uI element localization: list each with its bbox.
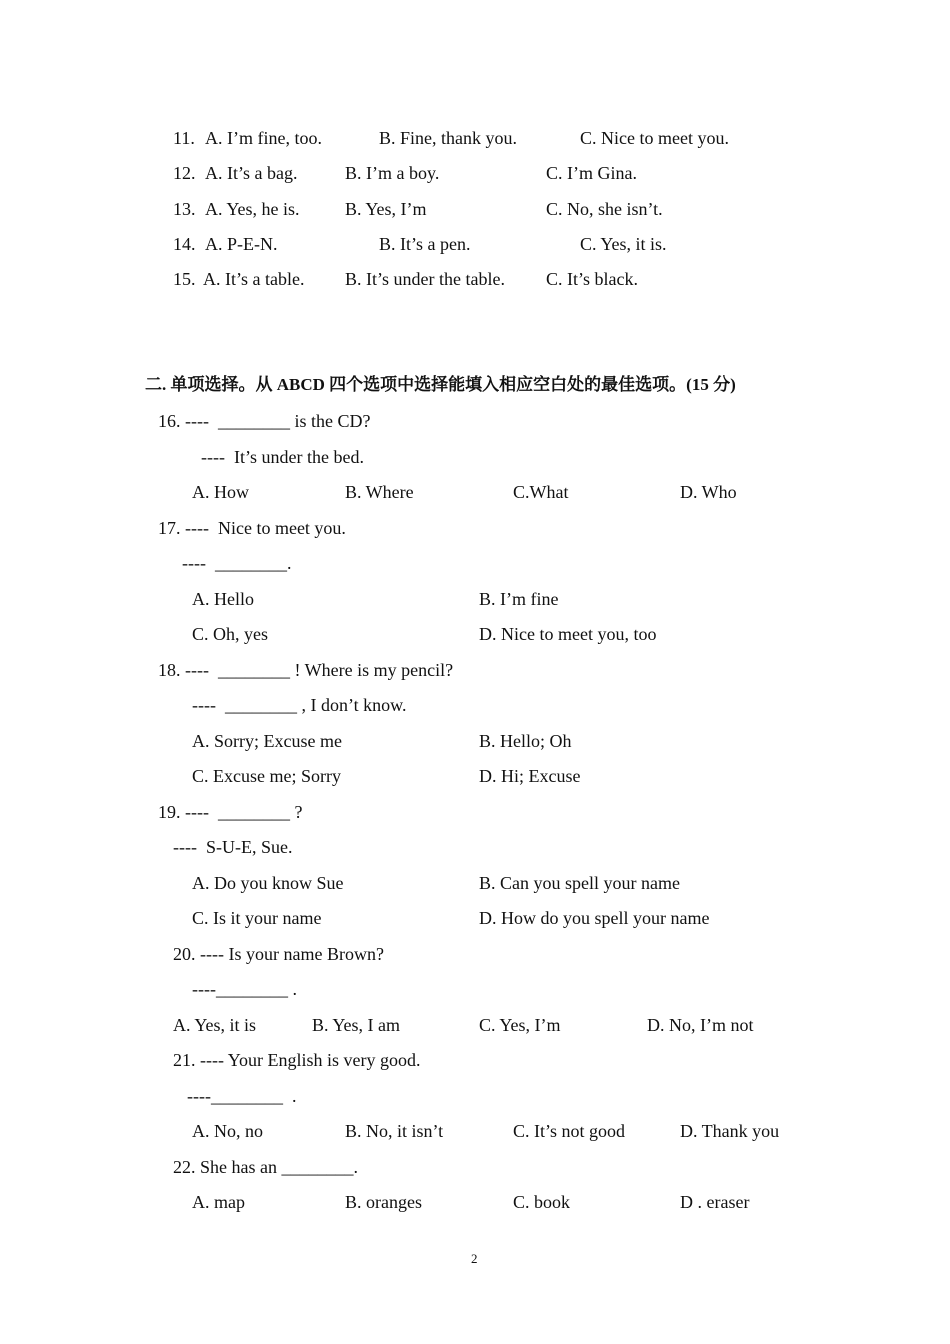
q16-option-d: D. Who (680, 482, 737, 502)
q20-option-d: D. No, I’m not (647, 1015, 754, 1035)
q18-option-c: C. Excuse me; Sorry (192, 766, 341, 786)
q13-number: 13. (173, 199, 196, 219)
q22-question: 22. She has an ________. (173, 1157, 358, 1177)
q12-option-a: A. It’s a bag. (205, 163, 298, 183)
q20-question: 20. ---- Is your name Brown? (173, 944, 384, 964)
q17-option-c: C. Oh, yes (192, 624, 268, 644)
q19-question: 19. ---- ________ ? (158, 802, 303, 822)
q21-option-a: A. No, no (192, 1121, 263, 1141)
q20-option-b: B. Yes, I am (312, 1015, 401, 1035)
q11-option-c: C. Nice to meet you. (580, 128, 729, 148)
q21-option-c: C. It’s not good (513, 1121, 626, 1141)
q21-option-b: B. No, it isn’t (345, 1121, 444, 1141)
q14-option-a: A. P-E-N. (205, 234, 278, 254)
q11-option-b: B. Fine, thank you. (379, 128, 517, 148)
q18-question: 18. ---- ________ ! Where is my pencil? (158, 660, 454, 680)
q15-option-b: B. It’s under the table. (345, 269, 505, 289)
page-number: 2 (471, 1251, 478, 1266)
q16-option-c: C.What (513, 482, 569, 502)
section-heading: 二. 单项选择。从 ABCD 四个选项中选择能填入相应空白处的最佳选项。(15 分) (145, 375, 736, 394)
q18-option-d: D. Hi; Excuse (479, 766, 581, 786)
q16-option-b: B. Where (345, 482, 414, 502)
q18-option-a: A. Sorry; Excuse me (192, 731, 342, 751)
q22-option-c: C. book (513, 1192, 571, 1212)
q12-number: 12. (173, 163, 196, 183)
q20-option-c: C. Yes, I’m (479, 1015, 561, 1035)
q17-option-b: B. I’m fine (479, 589, 559, 609)
q12-option-b: B. I’m a boy. (345, 163, 440, 183)
q17-option-a: A. Hello (192, 589, 254, 609)
q19-option-b: B. Can you spell your name (479, 873, 680, 893)
q16-question: 16. ---- ________ is the CD? (158, 411, 371, 431)
q21-question: 21. ---- Your English is very good. (173, 1050, 421, 1070)
q21-response: ----________ . (187, 1086, 297, 1106)
q14-number: 14. (173, 234, 196, 254)
q20-option-a: A. Yes, it is (173, 1015, 257, 1035)
q12-option-c: C. I’m Gina. (546, 163, 637, 183)
q19-option-c: C. Is it your name (192, 908, 322, 928)
q16-response: ---- It’s under the bed. (201, 447, 364, 467)
q19-response: ---- S-U-E, Sue. (173, 837, 293, 857)
q11-option-a: A. I’m fine, too. (205, 128, 322, 148)
q15-option-c: C. It’s black. (546, 269, 638, 289)
q13-option-c: C. No, she isn’t. (546, 199, 663, 219)
q14-option-b: B. It’s a pen. (379, 234, 471, 254)
q19-option-d: D. How do you spell your name (479, 908, 710, 928)
q18-option-b: B. Hello; Oh (479, 731, 572, 751)
q20-response: ----________ . (192, 979, 297, 999)
q14-option-c: C. Yes, it is. (580, 234, 667, 254)
q22-option-b: B. oranges (345, 1192, 422, 1212)
q18-response: ---- ________ , I don’t know. (192, 695, 407, 715)
q15-number: 15. (173, 269, 196, 289)
q22-option-d: D . eraser (680, 1192, 750, 1212)
q17-option-d: D. Nice to meet you, too (479, 624, 657, 644)
q13-option-b: B. Yes, I’m (345, 199, 427, 219)
q22-option-a: A. map (192, 1192, 245, 1212)
q17-question: 17. ---- Nice to meet you. (158, 518, 346, 538)
q16-option-a: A. How (192, 482, 249, 502)
q21-option-d: D. Thank you (680, 1121, 780, 1141)
q19-option-a: A. Do you know Sue (192, 873, 344, 893)
q17-response: ---- ________. (182, 553, 292, 573)
q11-number: 11. (173, 128, 195, 148)
q15-option-a: A. It’s a table. (203, 269, 305, 289)
q13-option-a: A. Yes, he is. (205, 199, 300, 219)
